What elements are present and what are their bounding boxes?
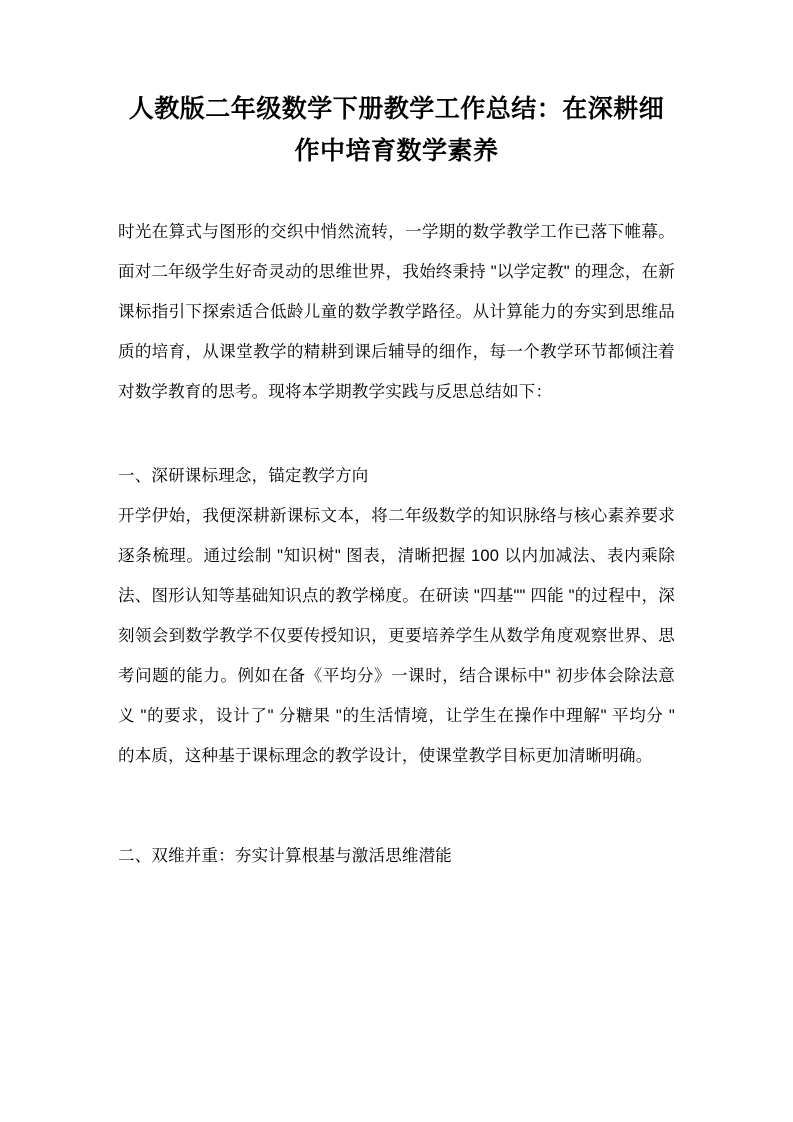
page-title: 人教版二年级数学下册教学工作总结：在深耕细作中培育数学素养 — [128, 95, 665, 165]
section-body-1: 开学伊始，我便深耕新课标文本，将二年级数学的知识脉络与核心素养要求逐条梳理。通过绘制 "知识树" 图表，清晰把握 100 以内加减法、表内乘除法、图形认知等基础知识点的教学梯度。在研读 "四基"" 四能 "的过程中，深刻领会到数学教学不仅要传授知识，更要培养学生从数学角度观察世界、思考问题的能力。例如在备《平均分》一课时，结合课标中" 初步体会除法意义 "的要求，设计了" 分糖果 "的生活情境，让学生在操作中理解" 平均分 " 的本质，这种基于课标理念的教学设计，使课堂教学目标更加清晰明确。 — [118, 507, 675, 765]
section-heading-2: 二、双维并重：夯实计算根基与激活思维潜能 — [118, 847, 452, 865]
section-spacer — [118, 438, 675, 456]
intro-paragraph: 时光在算式与图形的交织中悄然流转，一学期的数学教学工作已落下帷幕。面对二年级学生好奇灵动的思维世界，我始终秉持 "以学定教" 的理念，在新课标指引下探索适合低龄儿童的数学教学路径。从计算能力的夯实到思维品质的培育，从课堂教学的精耕到课后辅导的细作，每一个教学环节都倾注着对数学教育的思考。现将本学期教学实践与反思总结如下： — [118, 223, 675, 401]
section-heading-1: 一、深研课标理念，锚定教学方向 — [118, 467, 369, 485]
section-spacer-2 — [118, 802, 675, 836]
